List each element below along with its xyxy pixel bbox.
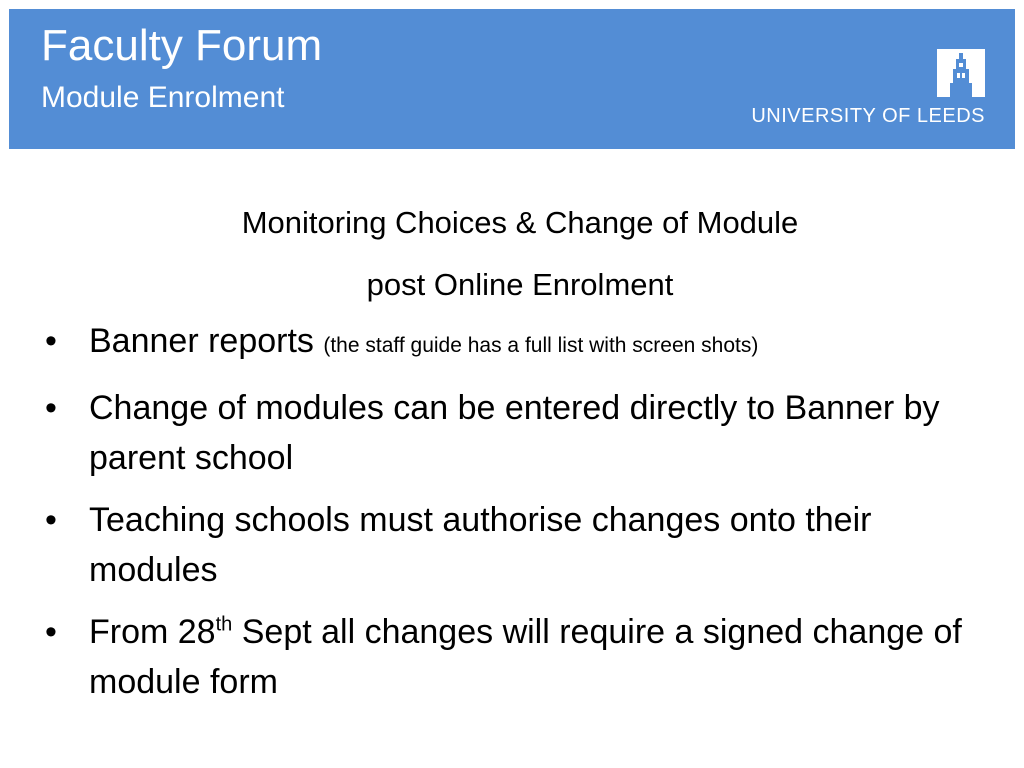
bullet-text: Banner reports xyxy=(89,322,314,360)
list-item xyxy=(45,607,995,707)
bullet-note: (the staff guide has a full list with screen shots) xyxy=(323,334,759,357)
content-heading-line2: post Online Enrolment xyxy=(366,267,674,302)
bullet-text: Change of modules can be entered directly to Banner by parent school xyxy=(89,389,940,477)
bullet-ordinal-suffix: th xyxy=(215,613,233,636)
bullet-text-pre: From 28 xyxy=(89,613,216,651)
bullet-icon: • xyxy=(45,322,57,360)
content-heading-line1: Monitoring Choices & Change of Module xyxy=(241,205,799,240)
bullet-text-post: Sept all changes will require a signed change of module form xyxy=(89,613,962,701)
university-logo-icon xyxy=(937,49,985,97)
slide-content xyxy=(45,192,995,719)
slide-subtitle: Module Enrolment xyxy=(41,81,285,114)
bullet-icon: • xyxy=(45,501,57,539)
bullet-list xyxy=(45,316,995,707)
slide-header xyxy=(9,9,1015,149)
bullet-icon: • xyxy=(45,613,57,651)
list-item xyxy=(45,383,995,483)
university-logo-text: UNIVERSITY OF LEEDS xyxy=(751,105,985,127)
bullet-text: Teaching schools must authorise changes onto their modules xyxy=(89,501,872,589)
bullet-icon: • xyxy=(45,389,57,427)
list-item xyxy=(45,495,995,595)
list-item xyxy=(45,316,995,371)
slide-title: Faculty Forum xyxy=(41,21,323,70)
